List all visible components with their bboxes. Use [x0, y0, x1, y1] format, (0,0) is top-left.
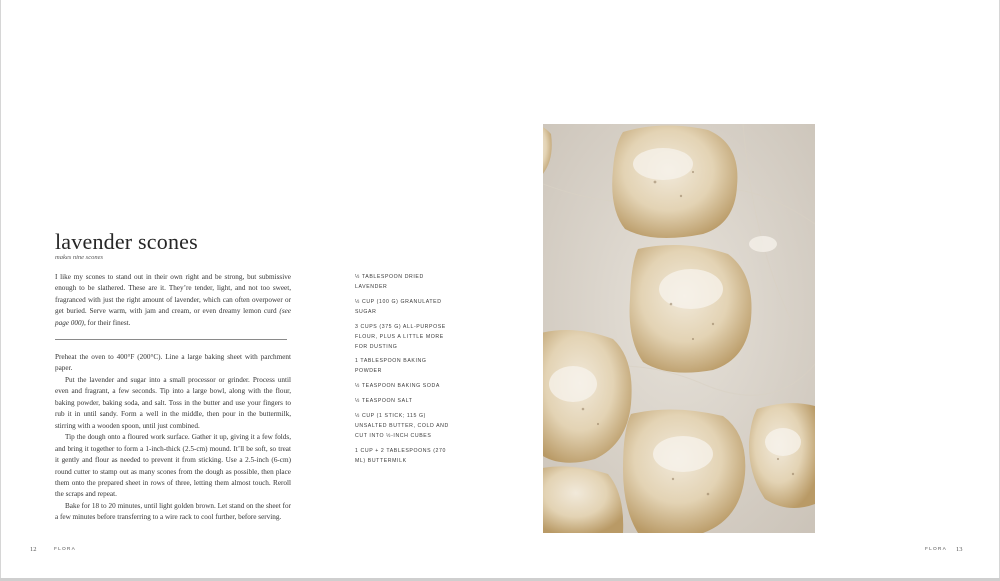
right-page-number: 13 [956, 546, 963, 553]
ingredient-item: 1 CUP + 2 TABLESPOONS (270 ML) BUTTERMILK [355, 447, 446, 464]
recipe-yield: makes nine scones [55, 254, 104, 261]
ingredient-item: ½ CUP (100 G) GRANULATED SUGAR [355, 298, 442, 315]
ingredient-item: 3 CUPS (375 G) ALL-PURPOSE FLOUR, PLUS A LITTLE MORE FOR DUSTING [355, 323, 446, 350]
method-step: Bake for 18 to 20 minutes, until light golden brown. Let stand on the sheet for a few minutes before transferring to a wire rack to cool further, before serving. [55, 501, 291, 522]
method-step: Put the lavender and sugar into a small processor or grinder. Process until even and fragrant, a few seconds. Tip into a large bowl, along with the flour, baking powder, baking soda, and salt. Toss in the butter and use your fingers to rub it in until sandy. Form a well in the middle, then pour in the buttermilk, stirring with a wooden spoon, until just combined. [55, 375, 291, 430]
ingredient-item: 1 TABLESPOON BAKING POWDER [355, 358, 427, 375]
recipe-method [55, 352, 291, 524]
recipe-title: lavender scones [55, 229, 198, 254]
scones-photo [543, 124, 815, 533]
ingredient-item: ½ CUP (1 STICK; 115 G) UNSALTED BUTTER, COLD AND CUT INTO ½-INCH CUBES [355, 412, 449, 439]
intro-text: I like my scones to stand out in their own right and be strong, but submissive enough to be slathered. These are it. They’re tender, light, and not too sweet, fragranced with just the right amount of lavender, which can often overpower or get buried. Serve warm, with jam and cream, or even dreamy lemon curd [55, 273, 291, 316]
ingredient-item: ½ TEASPOON BAKING SODA [355, 383, 440, 390]
right-running-head: FLORA [925, 547, 947, 552]
left-running-head: FLORA [54, 547, 76, 552]
ingredient-item: ½ TEASPOON SALT [355, 397, 413, 404]
ingredients-list [355, 272, 455, 470]
page-reference: (see page 000) [55, 307, 291, 327]
method-step: Preheat the oven to 400°F (200°C). Line a large baking sheet with parchment paper. [55, 353, 291, 373]
left-page-number: 12 [30, 546, 37, 553]
ingredient-item: ½ TABLESPOON DRIED LAVENDER [355, 274, 424, 290]
intro-text-end: , for their finest. [83, 318, 131, 327]
method-step: Tip the dough onto a floured work surface. Gather it up, giving it a few folds, and bring it together to form a 1-inch-thick (2.5-cm) mound. It’ll be soft, so treat it gently and flour as needed to prevent it from sticking. Use a 2.5-inch (6-cm) round cutter to stamp out as many scones from the dough as possible, then place them onto the prepared sheet in rows of three, letting them almost touch. Reroll the scraps and repeat. [55, 433, 291, 499]
scones-photo-illustration [543, 124, 815, 533]
recipe-intro [55, 272, 291, 329]
page-edge-left [0, 0, 1, 581]
section-divider [55, 339, 287, 340]
